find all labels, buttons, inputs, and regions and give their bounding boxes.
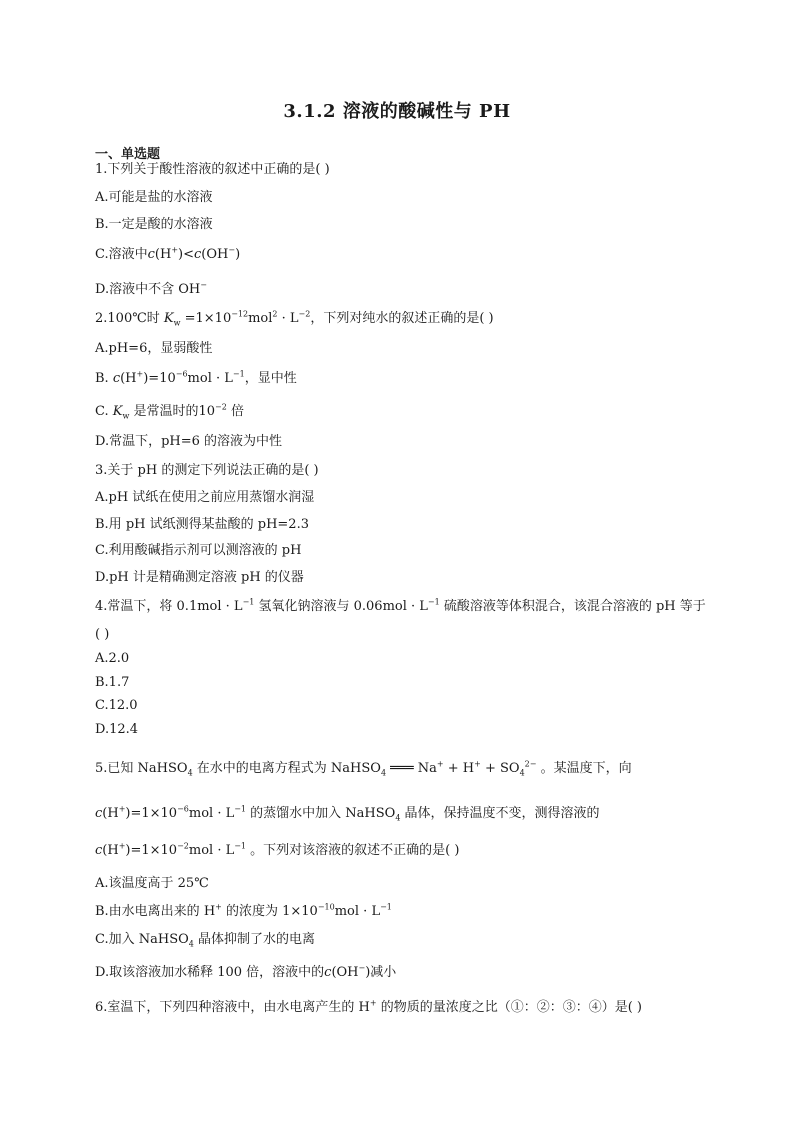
q4-stem-cont: ( ) — [95, 627, 110, 642]
section-heading: 一、单选题 — [95, 147, 161, 162]
q4-option-a: A.2.0 — [95, 651, 130, 666]
q5-option-a: A.该温度高于 25℃ — [95, 876, 209, 891]
q5-option-c: C.加入 NaHSO$_4$ 晶体抑制了水的电离 — [95, 932, 316, 949]
q3-option-c: C.利用酸碱指示剂可以测溶液的 pH — [95, 543, 302, 558]
q1-option-a: A.可能是盐的水溶液 — [95, 190, 213, 205]
q2-option-d: D.常温下，pH=6 的溶液为中性 — [95, 434, 283, 449]
q3-option-b: B.用 pH 试纸测得某盐酸的 pH=2.3 — [95, 517, 309, 532]
q3-option-d: D.pH 计是精确测定溶液 pH 的仪器 — [95, 570, 304, 585]
q5-stem-line2: $c(H^+)=1\times 10^{-6}mol \cdot L^{-1}$ 的蒸馏水中加入 NaHSO$_4$ 晶体，保持温度不变，测得溶液的 — [95, 804, 600, 823]
page-title: 3.1.2 溶液的酸碱性与 PH — [283, 101, 511, 122]
q1-option-d: D.溶液中不含 OH− — [95, 280, 207, 297]
q5-stem-line3: $c(H^+)=1\times 10^{-2}mol \cdot L^{-1}$ 。下列对该溶液的叙述不正确的是( ) — [95, 841, 460, 858]
q4-option-c: C.12.0 — [95, 698, 138, 713]
q5-option-d: D.取该溶液加水稀释 100 倍，溶液中的c(OH−)减小 — [95, 963, 397, 980]
q2-option-a: A.pH=6，显弱酸性 — [95, 341, 213, 356]
q4-option-b: B.1.7 — [95, 675, 130, 690]
q2-option-b: B. $c(H^+)=10^{-6}mol \cdot L^{-1}$，显中性 — [95, 369, 297, 386]
q2-stem: 2.100℃时 $K_w =1\times 10^{-12}mol^2 \cdot L^{-2}$，下列对纯水的叙述正确的是( ) — [95, 309, 494, 328]
q4-option-d: D.12.4 — [95, 722, 139, 737]
q1-option-b: B.一定是酸的水溶液 — [95, 217, 213, 232]
q3-option-a: A.pH 试纸在使用之前应用蒸馏水润湿 — [95, 490, 315, 505]
q3-stem: 3.关于 pH 的测定下列说法正确的是( ) — [95, 463, 319, 478]
q2-option-c: C. $K_w$ 是常温时的$10^{-2}$ 倍 — [95, 402, 244, 421]
q5-stem-line1: 5.已知 NaHSO$_4$ 在水中的电离方程式为 NaHSO$_4$ ═══ $Na^+ + H^+ + SO_4^{2-}$ 。某温度下，向 — [95, 759, 632, 778]
q5-option-b: B.由水电离出来的 H+ 的浓度为 $1\times 10^{-10}mol \cdot L^{-1}$ — [95, 902, 392, 919]
q1-option-c: C.溶液中c(H+)<c(OH−) — [95, 245, 241, 262]
q1-stem: 1.下列关于酸性溶液的叙述中正确的是( ) — [95, 162, 330, 177]
q4-stem: 4.常温下，将 $0.1mol \cdot L^{-1}$ 氢氧化钠溶液与 $0.06mol \cdot L^{-1}$ 硫酸溶液等体积混合，该混合溶液的 pH 等于 — [95, 597, 706, 614]
q6-stem: 6.室温下，下列四种溶液中，由水电离产生的 H+ 的物质的量浓度之比（①：②：③：④）是( ) — [95, 998, 642, 1015]
